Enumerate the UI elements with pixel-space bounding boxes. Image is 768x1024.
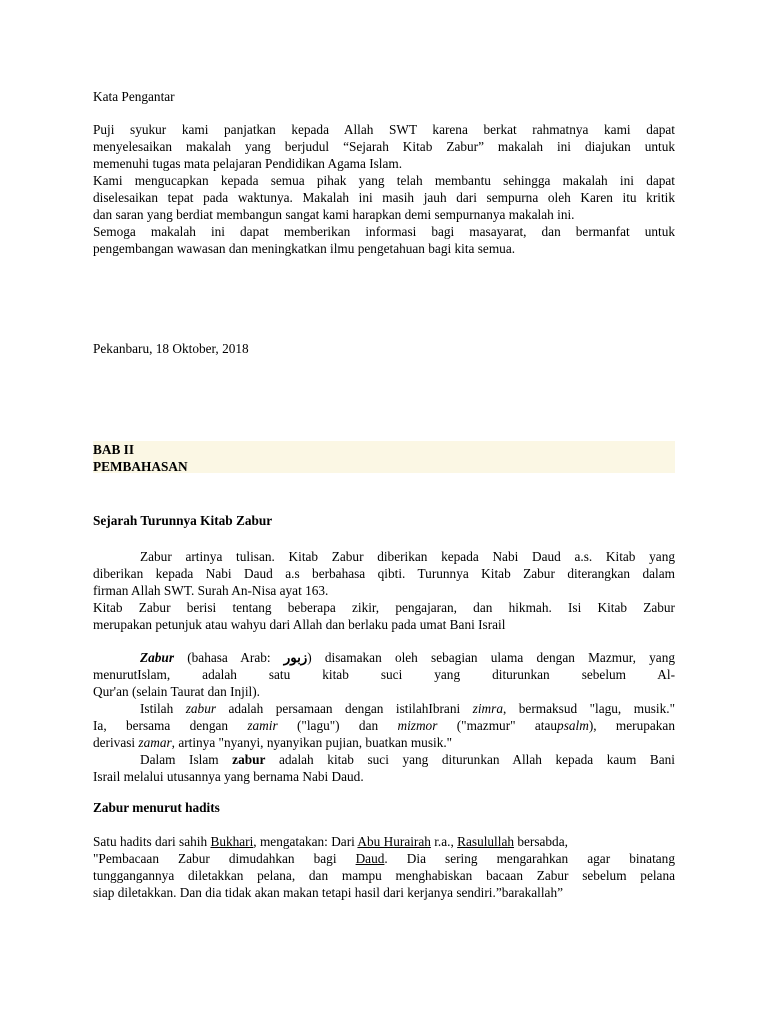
italic-term: zamar <box>138 735 172 750</box>
text-line: dan saran yang berdiat membangun sangat kami harapkan demi sempurnanya makalah ini. <box>93 207 575 222</box>
bold-term: zabur <box>232 752 266 767</box>
hadits-paragraph <box>93 833 675 901</box>
text-line <box>93 649 675 666</box>
text-line: diberikan kepada Nabi Daud a.s berbahasa qibti. Turunnya Kitab Zabur diterangkan dalam <box>93 566 675 581</box>
text-span: , bermaksud "lagu, musik." <box>502 701 676 716</box>
text-span: Ia, bersama dengan <box>93 718 248 733</box>
text-span: , artinya "nyanyi, nyanyikan pujian, buatkan musik." <box>171 735 453 750</box>
text-line: Puji syukur kami panjatkan kepada Allah SWT karena berkat rahmatnya kami dapat <box>93 122 675 137</box>
text-line: menurutIslam, adalah satu kitab suci yang diturunkan sebelum Al- <box>93 667 675 682</box>
text-span: "Pembacaan Zabur dimudahkan bagi <box>93 851 356 866</box>
text-span: derivasi <box>93 735 139 750</box>
text-line <box>93 751 675 768</box>
text-line: siap diletakkan. Dan dia tidak akan makan tetapi hasil dari kerjanya sendiri.”barakallah” <box>93 885 564 900</box>
text-span: r.a., <box>430 834 458 849</box>
section-heading-sejarah: Sejarah Turunnya Kitab Zabur <box>93 513 273 528</box>
italic-term: zimra <box>472 701 503 716</box>
place-date: Pekanbaru, 18 Oktober, 2018 <box>93 341 249 356</box>
section-heading-hadits: Zabur menurut hadits <box>93 800 220 815</box>
text-span: ), merupakan <box>588 718 675 733</box>
link-rasulullah[interactable]: Rasulullah <box>457 834 515 849</box>
text-line <box>93 833 675 850</box>
arabic-term: زبور <box>283 650 308 665</box>
text-line: memenuhi tugas mata pelajaran Pendidikan Agama Islam. <box>93 156 403 171</box>
text-line: menyelesaikan makalah yang berjudul “Sejarah Kitab Zabur” makalah ini diajukan untuk <box>93 139 675 154</box>
text-line: pengembangan wawasan dan meningkatkan ilmu pengetahuan bagi kita semua. <box>93 241 516 256</box>
chapter-number: BAB II <box>93 442 135 457</box>
italic-term: psalm <box>557 718 589 733</box>
text-line: Semoga makalah ini dapat memberikan informasi bagi masayarat, dan bermanfat untuk <box>93 224 675 239</box>
kata-pengantar-paragraphs <box>93 121 675 257</box>
text-line: tunggangannya diletakkan pelana, dan mampu menghabiskan bacaan Zabur sebelum pelana <box>93 868 675 883</box>
text-span: ) disamakan oleh sebagian ulama dengan Mazmur, yang <box>307 650 675 665</box>
sejarah-paragraph-1 <box>93 548 675 633</box>
term-zabur: Zabur <box>140 650 174 665</box>
text-span: ("mazmur" atau <box>437 718 558 733</box>
sejarah-paragraph-zabur <box>93 649 675 785</box>
text-line: Israil melalui utusannya yang bernama Nabi Daud. <box>93 769 364 784</box>
kata-pengantar-title: Kata Pengantar <box>93 89 175 104</box>
text-span: adalah persamaan dengan istilahIbrani <box>216 701 473 716</box>
text-line: Zabur artinya tulisan. Kitab Zabur diberikan kepada Nabi Daud a.s. Kitab yang <box>140 549 675 564</box>
text-span: bersabda, <box>514 834 568 849</box>
link-daud[interactable]: Daud <box>355 851 385 866</box>
text-span: adalah kitab suci yang diturunkan Allah kepada kaum Bani <box>265 752 675 767</box>
text-line: Kami mengucapkan kepada semua pihak yang telah membantu sehingga makalah ini dapat <box>93 173 675 188</box>
text-span: ("lagu") dan <box>277 718 398 733</box>
text-line: firman Allah SWT. Surah An-Nisa ayat 163. <box>93 583 329 598</box>
chapter-heading <box>93 441 675 473</box>
link-abu-hurairah[interactable]: Abu Hurairah <box>357 834 431 849</box>
text-span: Dalam Islam <box>140 752 233 767</box>
text-span: . Dia sering mengarahkan agar binatang <box>384 851 675 866</box>
italic-term: zamir <box>247 718 278 733</box>
text-span: (bahasa Arab: <box>174 650 284 665</box>
chapter-title: PEMBAHASAN <box>93 459 188 474</box>
text-line <box>93 700 675 717</box>
italic-term: mizmor <box>397 718 438 733</box>
text-line <box>93 734 675 751</box>
italic-term: zabur <box>185 701 217 716</box>
text-line: Kitab Zabur berisi tentang beberapa zikir, pengajaran, dan hikmah. Isi Kitab Zabur <box>93 600 675 615</box>
text-line <box>93 717 675 734</box>
text-line <box>93 850 675 867</box>
text-line: diselesaikan tepat pada waktunya. Makalah ini masih jauh dari sempurna oleh Karen itu kritik <box>93 190 675 205</box>
text-span: Istilah <box>140 701 186 716</box>
text-line: merupakan petunjuk atau wahyu dari Allah dan berlaku pada umat Bani Israil <box>93 617 506 632</box>
link-bukhari[interactable]: Bukhari <box>210 834 254 849</box>
text-span: , mengatakan: Dari <box>253 834 358 849</box>
text-line: Qur'an (selain Taurat dan Injil). <box>93 684 261 699</box>
text-span: Satu hadits dari sahih <box>93 834 211 849</box>
